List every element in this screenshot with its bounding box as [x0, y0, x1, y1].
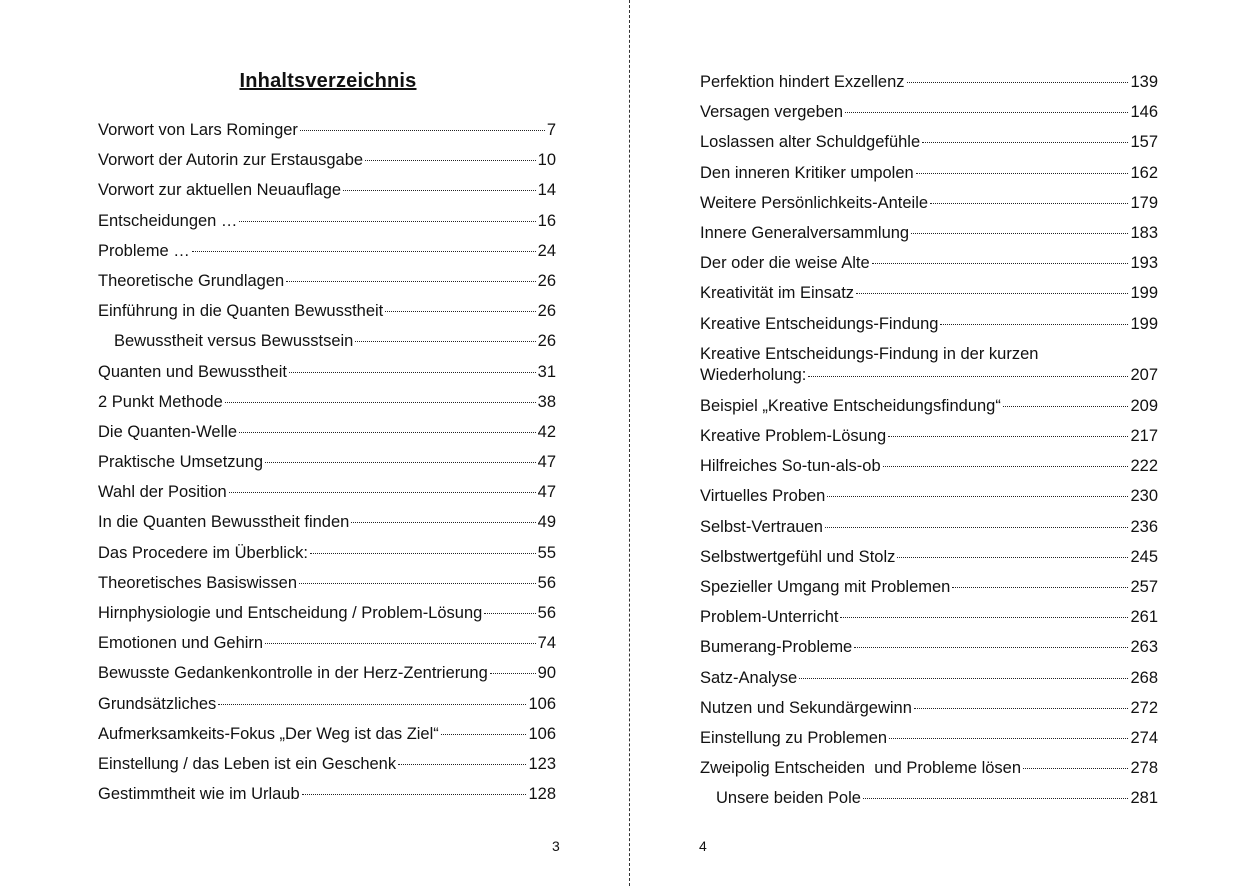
toc-entry-page: 128	[528, 785, 556, 804]
toc-entry-page: 38	[537, 392, 556, 411]
toc-entry	[98, 543, 556, 563]
toc-entry-label: Spezieller Umgang mit Problemen	[700, 578, 951, 596]
leader-dots	[265, 462, 536, 463]
toc-entry	[700, 253, 1158, 273]
toc-list-right	[700, 72, 1158, 819]
toc-entry-page: 183	[1130, 223, 1158, 242]
toc-entry	[98, 482, 556, 502]
toc-entry-page: 281	[1130, 789, 1158, 808]
toc-entry	[700, 607, 1158, 627]
leader-dots	[239, 432, 536, 433]
leader-dots	[484, 613, 535, 614]
leader-dots	[310, 553, 536, 554]
leader-dots	[854, 647, 1128, 648]
toc-entry	[98, 301, 556, 321]
toc-entry	[700, 668, 1158, 688]
page-number: 3	[552, 838, 560, 854]
toc-entry-label: Selbst-Vertrauen	[700, 517, 823, 536]
page-divider	[629, 0, 630, 886]
toc-entry-label: Der oder die weise Alte	[700, 254, 870, 273]
toc-entry-page: 47	[537, 453, 556, 472]
leader-dots	[1023, 768, 1128, 769]
toc-entry-label: Hirnphysiologie und Entscheidung / Problem-Lösung	[98, 604, 483, 622]
leader-dots	[883, 466, 1129, 467]
toc-entry-label: Kreative Problem-Lösung	[700, 427, 887, 446]
toc-entry	[700, 163, 1158, 183]
toc-entry-page: 26	[537, 302, 556, 321]
toc-entry-page: 257	[1130, 578, 1158, 596]
leader-dots	[192, 251, 536, 252]
toc-entry-label: Problem-Unterricht	[700, 608, 839, 627]
toc-entry	[700, 102, 1158, 122]
toc-entry-label: Unsere beiden Pole	[716, 789, 861, 808]
leader-dots	[343, 190, 536, 191]
toc-entry-line2	[700, 365, 1158, 386]
toc-entry-page: 263	[1130, 638, 1158, 657]
leader-dots	[863, 798, 1129, 799]
toc-entry-page: 106	[528, 724, 556, 743]
leader-dots	[239, 221, 535, 222]
toc-entry-label: Entscheidungen …	[98, 211, 238, 230]
toc-entry	[98, 211, 556, 231]
toc-entry-label: Den inneren Kritiker umpolen	[700, 163, 914, 182]
toc-entry-page: 245	[1130, 547, 1158, 566]
toc-entry-label: Selbstwertgefühl und Stolz	[700, 547, 896, 566]
leader-dots	[930, 203, 1128, 204]
leader-dots	[911, 233, 1128, 234]
toc-entry-label: 2 Punkt Methode	[98, 392, 223, 411]
toc-entry-page: 146	[1130, 103, 1158, 122]
toc-entry-page: 217	[1130, 427, 1158, 446]
toc-entry-page: 278	[1130, 759, 1158, 778]
toc-entry	[700, 698, 1158, 718]
leader-dots	[302, 794, 527, 795]
toc-entry-page: 10	[537, 151, 556, 170]
toc-subentry	[98, 331, 556, 351]
toc-entry-label: Loslassen alter Schuldgefühle	[700, 133, 921, 152]
toc-entry-page: 7	[546, 121, 556, 139]
toc-entry	[700, 426, 1158, 446]
toc-entry	[700, 314, 1158, 334]
toc-entry	[98, 180, 556, 200]
toc-entry-label: Probleme …	[98, 241, 190, 260]
leader-dots	[889, 738, 1128, 739]
toc-entry-label: Grundsätzliches	[98, 694, 217, 713]
leader-dots	[441, 734, 527, 735]
toc-entry	[98, 694, 556, 714]
page-number: 4	[699, 838, 707, 854]
toc-entry-label: Virtuelles Proben	[700, 487, 826, 506]
toc-entry-page: 230	[1130, 487, 1158, 506]
leader-dots	[825, 527, 1129, 528]
toc-entry-page: 16	[537, 211, 556, 230]
toc-entry	[98, 754, 556, 774]
toc-entry	[98, 603, 556, 623]
toc-entry	[98, 392, 556, 412]
toc-entry-label: Bewusste Gedankenkontrolle in der Herz-Zentrierung	[98, 664, 488, 683]
leader-dots	[922, 142, 1128, 143]
toc-entry-page: 139	[1130, 73, 1158, 91]
toc-entry	[98, 271, 556, 291]
leader-dots	[398, 764, 526, 765]
toc-entry-label: Theoretisches Basiswissen	[98, 573, 297, 592]
toc-entry-label: Versagen vergeben	[700, 103, 844, 122]
leader-dots	[351, 522, 535, 523]
leader-dots	[265, 643, 536, 644]
toc-entry-page: 26	[537, 332, 556, 351]
toc-entry	[98, 663, 556, 683]
toc-entry-label: Innere Generalversammlung	[700, 223, 910, 242]
toc-entry-label: Quanten und Bewusstheit	[98, 362, 287, 381]
toc-entry	[98, 724, 556, 744]
leader-dots	[229, 492, 536, 493]
toc-entry	[700, 517, 1158, 537]
toc-entry	[98, 241, 556, 261]
toc-entry-page: 207	[1130, 365, 1158, 384]
toc-entry-page: 236	[1130, 517, 1158, 536]
leader-dots	[1003, 406, 1129, 407]
toc-entry-page: 74	[537, 634, 556, 653]
leader-dots	[856, 293, 1128, 294]
toc-entry-label: Hilfreiches So-tun-als-ob	[700, 457, 881, 476]
toc-entry	[700, 728, 1158, 748]
toc-entry	[700, 547, 1158, 567]
leader-dots	[289, 372, 536, 373]
leader-dots	[916, 173, 1129, 174]
leader-dots	[907, 82, 1129, 83]
toc-entry-label: Nutzen und Sekundärgewinn	[700, 698, 912, 717]
toc-entry	[98, 784, 556, 804]
toc-entry-label: Zweipolig Entscheiden und Probleme lösen	[700, 759, 1022, 778]
toc-entry	[98, 150, 556, 170]
toc-entry-page: 14	[537, 181, 556, 200]
toc-entry-label: Weitere Persönlichkeits-Anteile	[700, 193, 929, 212]
toc-entry-page: 26	[537, 271, 556, 290]
toc-entry-page: 31	[537, 362, 556, 381]
toc-entry	[700, 223, 1158, 243]
toc-entry-page: 209	[1130, 396, 1158, 415]
toc-entry-page: 49	[537, 513, 556, 532]
leader-dots	[218, 704, 526, 705]
toc-entry-label: Theoretische Grundlagen	[98, 271, 285, 290]
leader-dots	[300, 130, 545, 131]
toc-entry-label: Beispiel „Kreative Entscheidungsfindung“	[700, 396, 1001, 415]
toc-entry-page: 47	[537, 483, 556, 502]
toc-entry-label: Bumerang-Probleme	[700, 638, 853, 657]
leader-dots	[827, 496, 1128, 497]
toc-entry	[700, 72, 1158, 92]
toc-entry-page: 90	[537, 664, 556, 683]
toc-entry-label: Kreativität im Einsatz	[700, 284, 855, 303]
toc-entry	[700, 396, 1158, 416]
toc-entry-label: Vorwort von Lars Rominger	[98, 121, 298, 139]
toc-entry	[700, 193, 1158, 213]
toc-entry-page: 55	[537, 543, 556, 562]
toc-entry	[98, 362, 556, 382]
toc-entry	[98, 120, 556, 140]
toc-entry-label: Emotionen und Gehirn	[98, 634, 264, 653]
toc-entry	[98, 573, 556, 593]
leader-dots	[799, 678, 1128, 679]
toc-entry-label: Einstellung zu Problemen	[700, 728, 888, 747]
toc-entry	[700, 758, 1158, 778]
toc-entry-label: Perfektion hindert Exzellenz	[700, 73, 905, 91]
leader-dots	[299, 583, 536, 584]
toc-entry-label: Satz-Analyse	[700, 668, 798, 687]
toc-entry-label: Bewusstheit versus Bewusstsein	[114, 332, 354, 351]
toc-entry-label: Vorwort der Autorin zur Erstausgabe	[98, 151, 364, 170]
toc-entry-page: 42	[537, 422, 556, 441]
toc-entry-page: 272	[1130, 698, 1158, 717]
toc-entry-multiline	[700, 344, 1158, 386]
toc-entry-page: 199	[1130, 314, 1158, 333]
leader-dots	[897, 557, 1128, 558]
leader-dots	[365, 160, 536, 161]
toc-entry-label: Die Quanten-Welle	[98, 422, 238, 441]
toc-entry-label: Einführung in die Quanten Bewusstheit	[98, 302, 384, 321]
toc-entry-page: 193	[1130, 254, 1158, 273]
toc-entry-label: Kreative Entscheidungs-Findung	[700, 314, 939, 333]
toc-entry-page: 179	[1130, 193, 1158, 212]
toc-entry-page: 56	[537, 573, 556, 592]
leader-dots	[952, 587, 1128, 588]
leader-dots	[225, 402, 536, 403]
toc-entry-page: 162	[1130, 163, 1158, 182]
leader-dots	[888, 436, 1128, 437]
toc-entry-page: 268	[1130, 668, 1158, 687]
toc-entry-page: 106	[528, 694, 556, 713]
toc-entry-label: Aufmerksamkeits-Fokus „Der Weg ist das Ziel“	[98, 724, 439, 743]
toc-entry	[700, 577, 1158, 597]
toc-entry	[700, 132, 1158, 152]
leader-dots	[872, 263, 1129, 264]
leader-dots	[914, 708, 1129, 709]
toc-entry-page: 157	[1130, 133, 1158, 152]
toc-list-left	[98, 120, 556, 814]
toc-title: Inhaltsverzeichnis	[239, 70, 417, 92]
leader-dots	[808, 376, 1128, 377]
leader-dots	[840, 617, 1128, 618]
toc-subentry	[700, 788, 1158, 808]
toc-entry-label: Praktische Umsetzung	[98, 453, 264, 472]
toc-entry	[700, 456, 1158, 476]
toc-entry	[700, 486, 1158, 506]
leader-dots	[845, 112, 1128, 113]
toc-entry	[700, 283, 1158, 303]
toc-entry	[98, 422, 556, 442]
leader-dots	[940, 324, 1128, 325]
toc-entry	[98, 633, 556, 653]
toc-entry-label: Das Procedere im Überblick:	[98, 543, 308, 562]
toc-entry-label: Vorwort zur aktuellen Neuauflage	[98, 181, 342, 200]
toc-entry	[700, 637, 1158, 657]
leader-dots	[286, 281, 535, 282]
toc-entry-label: Einstellung / das Leben ist ein Geschenk	[98, 754, 397, 773]
toc-entry-label: Gestimmtheit wie im Urlaub	[98, 785, 300, 804]
toc-entry-label-line2: Wiederholung:	[700, 365, 807, 384]
right-page	[631, 0, 1258, 886]
toc-entry-page: 274	[1130, 728, 1158, 747]
toc-entry-page: 199	[1130, 284, 1158, 303]
leader-dots	[355, 341, 535, 342]
toc-entry-page: 123	[528, 754, 556, 773]
toc-entry-page: 56	[537, 604, 556, 622]
toc-entry-page: 222	[1130, 457, 1158, 476]
toc-entry-page: 261	[1130, 608, 1158, 627]
toc-entry-page: 24	[537, 241, 556, 260]
toc-entry	[98, 452, 556, 472]
leader-dots	[385, 311, 535, 312]
toc-entry	[98, 512, 556, 532]
toc-entry-label: Wahl der Position	[98, 483, 227, 502]
toc-entry-label: In die Quanten Bewusstheit finden	[98, 513, 350, 532]
toc-entry-label-line1: Kreative Entscheidungs-Findung in der kurzen	[700, 344, 1039, 363]
leader-dots	[490, 673, 536, 674]
